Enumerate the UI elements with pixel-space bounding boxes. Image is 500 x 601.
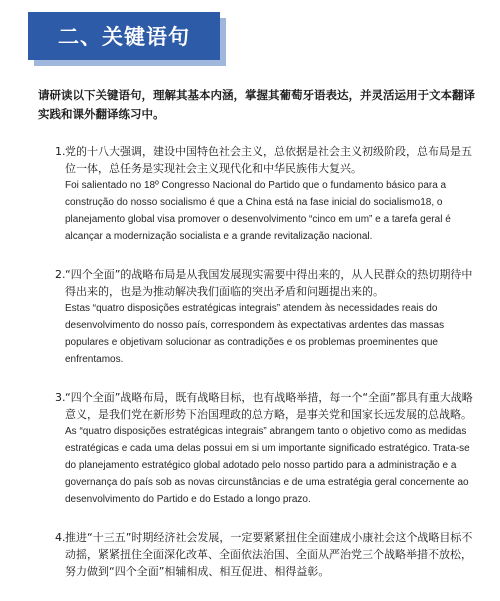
item-number: 4. [55, 531, 66, 544]
chinese-sentence: 推进“十三五”时期经济社会发展，一定要紧紧扭住全面建成小康社会这个战略目标不动摇，紧紧扭住全面深化改革、全面依法治国、全面从严治党三个战略举措不放松，努力做到“四个全面”相辅相成、相互促进、相得益彰。 [65, 531, 473, 578]
item-number: 2. [55, 268, 66, 281]
key-sentences-list [55, 143, 475, 601]
item-number: 1. [55, 145, 66, 158]
intro-paragraph: 请研读以下关键语句，理解其基本内涵，掌握其葡萄牙语表达，并灵活运用于文本翻译实践和课外翻译练习中。 [38, 88, 475, 121]
list-item [55, 529, 475, 580]
chinese-sentence: “四个全面”的战略布局是从我国发展现实需要中得出来的，从人民群众的热切期待中得出来的，也是为推动解决我们面临的突出矛盾和问题提出来的。 [65, 268, 473, 298]
portuguese-translation: Foi salientado no 18º Congresso Nacional do Partido que o fundamento básico para a construção do nosso socialismo é que a China está na fase inicial do socialismo18, o planejamento global visa promover o desenvolvimento “cinco em um” e a tarefa geral é alcançar a modernização socialista e a grande revitalização nacional. [65, 180, 451, 242]
section-heading-box [28, 12, 220, 60]
section-heading: 二、关键语句 [28, 12, 220, 60]
list-item [55, 143, 475, 245]
portuguese-translation: As “quatro disposições estratégicas integrais” abrangem tanto o objetivo como as medidas estratégicas e cada uma delas possui em si um importante significado estratégico. Trata-se do planejamento estratégico global adotado pelo nosso partido para a administração e a governança do país sob as novas circunstâncias e de uma estratégia geral concernente ao desenvolvimento do Partido e do Estado a longo prazo. [65, 426, 470, 505]
item-number: 3. [55, 391, 66, 404]
list-item [55, 266, 475, 368]
portuguese-translation: Estas “quatro disposições estratégicas integrais” atendem às necessidades reais do desenvolvimento do nosso país, correspondem às expectativas ardentes das massas populares e objetivam solucionar as contradições e os problemas proeminentes que enfrentamos. [65, 303, 445, 365]
chinese-sentence: “四个全面”战略布局，既有战略目标，也有战略举措，每一个“全面”都具有重大战略意义，是我们党在新形势下治国理政的总方略，是事关党和国家长远发展的总战略。 [65, 391, 473, 421]
chinese-sentence: 党的十八大强调，建设中国特色社会主义，总依据是社会主义初级阶段，总布局是五位一体，总任务是实现社会主义现代化和中华民族伟大复兴。 [65, 145, 472, 175]
list-item [55, 389, 475, 508]
